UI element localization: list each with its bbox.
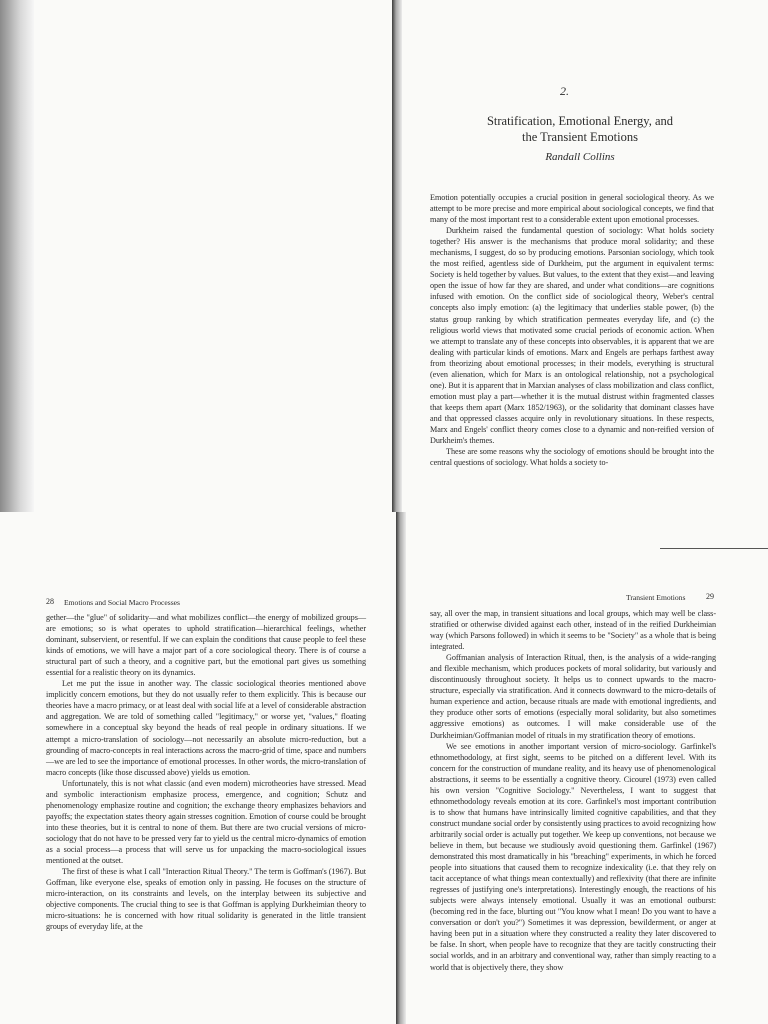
- paragraph: The first of these is what I call "Interaction Ritual Theory." The term is Goffman's (1967). But Goffman, like everyone else, speaks of emotion only in passing. He focuses on the structure of micro-interaction, on its constraints and levels, on the interplay between its subjective and objective components. The crucial thing to see is that Goffman is applying Durkheimian theory to micro-situations: he is concerned with how ritual solidarity is generated in the little transient groups of everyday life, at the: [46, 867, 366, 932]
- page-29-body: [430, 608, 716, 973]
- paragraph: We see emotions in another important version of micro-sociology. Garfinkel's ethnomethodology, at first sight, seems to be pitched on a different level. With its concern for the construction of mundane reality, and its heavy use of phenomenological abstractions, it seems to be essentially a cognitive theory. Cicourel (1973) even called his own version "Cognitive Sociology." Nevertheless, I want to suggest that ethnomethodology reveals emotion at its core. Garfinkel's most important contribution is to show that humans have intrinsically limited cognitive capabilities, and that they construct mundane social order by consistently using practices to avoid recognizing how arbitrarily social order is actually put together. We keep up conventions, not because we believe in them, but because we studiously avoid questioning them. Garfinkel (1967) demonstrated this most dramatically in his "breaching" experiments, in which he forced people into situations that caused them to recognize indexicality (i.e. that they rely on tacit acceptance of what things mean contextually) and reflexivity (that there are infinite regresses of justifying one's interpretations). Interestingly enough, the reactions of his subjects were always intensely emotional. Usually it was an emotional outburst: (becoming red in the face, blurting out "You know what I mean! Do you want to have a conversation or don't you?") Sometimes it was depression, bewilderment, or anger at having been put in a situation where they constructed a reality they later discovered to be false. In short, when people have to recognize that they are tacitly constructing their social worlds, and in an arbitrary and conventional way, rather than simply reacting to a world that is objectively there, they show: [430, 741, 717, 972]
- page-number-28: 28: [46, 597, 54, 606]
- paragraph: Emotion potentially occupies a crucial position in general sociological theory. As we attempt to be more precise and more empirical about sociological concepts, we find that many of the most important rest to a considerable extent upon emotional processes.: [430, 193, 714, 225]
- page-edge-line: [660, 548, 768, 549]
- chapter-title-line-2: the Transient Emotions: [522, 130, 638, 144]
- paragraph: Let me put the issue in another way. The classic sociological theories mentioned above implicitly concern emotions, but they do not usually refer to them explicitly. This is because our theories have a macro primacy, or at least deal with social life at a level of considerable abstraction and aggregation. We are told of something called "legitimacy," or worse yet, "values," floating somewhere in a conceptual sky beyond the heads of real people in ordinary situations. If we attempt a micro-translation of sociology—not necessarily an absolute micro-reduction, but a grounding of macro-concepts in real interactions across the macro-grid of time, space and numbers—we are led to see the importance of emotional processes. In other words, the micro-translation of macro concepts (like those discussed above) yields us emotion.: [46, 679, 366, 777]
- running-head-28: Emotions and Social Macro Processes: [64, 598, 180, 607]
- paragraph: These are some reasons why the sociology of emotions should be brought into the central questions of sociology. What holds a society to-: [430, 447, 714, 468]
- paragraph: say, all over the map, in transient situations and local groups, which may well be class-stratified or otherwise divided against each other, instead of in the reified Durkheimian way (which Parsons followed) in which it seems to be "Society" as a whole that is being integrated.: [430, 609, 716, 652]
- paragraph: gether—the "glue" of solidarity—and what mobilizes conflict—the energy of mobilized groups—are emotions; so is what operates to uphold stratification—hierarchical feelings, whether dominant, subservient, or resentful. If we can explain the conditions that cause people to feel these kinds of emotions, we will have a major part of a core sociological theory. There is of course a structural part of such a theory, and a cognitive part, but the emotional part gives us something essential for a realistic theory on its dynamics.: [46, 613, 366, 678]
- book-gutter-top: [392, 0, 402, 512]
- page-28-body: [46, 612, 366, 932]
- paragraph: Durkheim raised the fundamental question of sociology: What holds society together? His answer is the mechanisms that produce moral solidarity; and these mechanisms, I suggest, do so by producing emotions. Parsonian sociology, which took the most reified, agentless side of Durkheim, put the argument in equivalent terms: Society is held together by values. But values, to the extent that they exist—and leaving open the issue of how far they are shared, and under what conditions—are cognitions infused with emotion. On the conflict side of sociological theory, Weber's central concepts also imply emotion: (a) the legitimacy that underlies stable power, (b) the status group ranking by which stratification permeates everyday life, and (c) the religious world views that motivated some crucial periods of economic action. When we attempt to translate any of these concepts into observables, it is apparent that we are dealing with particular kinds of emotions. Marx and Engels are perhaps farthest away from theorizing about emotional processes; in their models, everything is structural (even alienation, which for Marx is an ontological relationship, not a psychological one). But it is apparent that in Marxian analyses of class mobilization and class conflict, emotion must play a part—whether it is the mutual distrust within fragmented classes that keeps them apart (Marx 1852/1963), or the solidarity that dominant classes have and that oppressed classes acquire only in revolutionary situations. In these respects, Marx and Engels' conflict theory comes close to a dynamic and non-reified version of Durkheim's themes.: [430, 226, 714, 446]
- chapter-number: 2.: [560, 84, 569, 98]
- running-head-29: Transient Emotions: [626, 593, 686, 602]
- page-number-29: 29: [706, 592, 714, 601]
- bottom-spread: [0, 512, 768, 1024]
- chapter-title: [460, 113, 700, 145]
- paragraph: Goffmanian analysis of Interaction Ritual, then, is the analysis of a wide-ranging and flexible mechanism, which produces pockets of moral solidarity, but variously and discontinuously throughout society. It helps us to connect upwards to the macro-structure, especially via stratification. And it connects downward to the micro-details of human experience and action, because rituals are made with emotional ingredients, and they produce other sorts of emotions (especially moral solidarity, but also sometimes aggressive emotions) as outcomes. I will make considerable use of the Durkheimian/Goffmanian model of rituals in my stratification theory of emotions.: [430, 653, 716, 740]
- book-gutter-bottom: [396, 512, 406, 1024]
- chapter-title-line-1: Stratification, Emotional Energy, and: [486, 114, 674, 128]
- chapter-author: Randall Collins: [545, 151, 615, 163]
- paragraph: Unfortunately, this is not what classic (and even modern) microtheories have stressed. Mead and symbolic interactionism emphasize process, emergence, and cognition; Schutz and phenomenology emphasize routine and cognition; the exchange theory emphasizes behaviors and payoffs; the expectation states theory again stresses cognition. Emotion of course could be brought into these theories, but it is central to none of them. But there are two crucial versions of micro-sociology that do not have to be pressed very far to yield us the central micro-dynamics of emotion as a social process—a process that will serve us for unpacking the macro-sociological issues mentioned at the outset.: [46, 778, 366, 866]
- page-27-body: [430, 192, 714, 468]
- left-page-edge-shadow: [0, 0, 34, 512]
